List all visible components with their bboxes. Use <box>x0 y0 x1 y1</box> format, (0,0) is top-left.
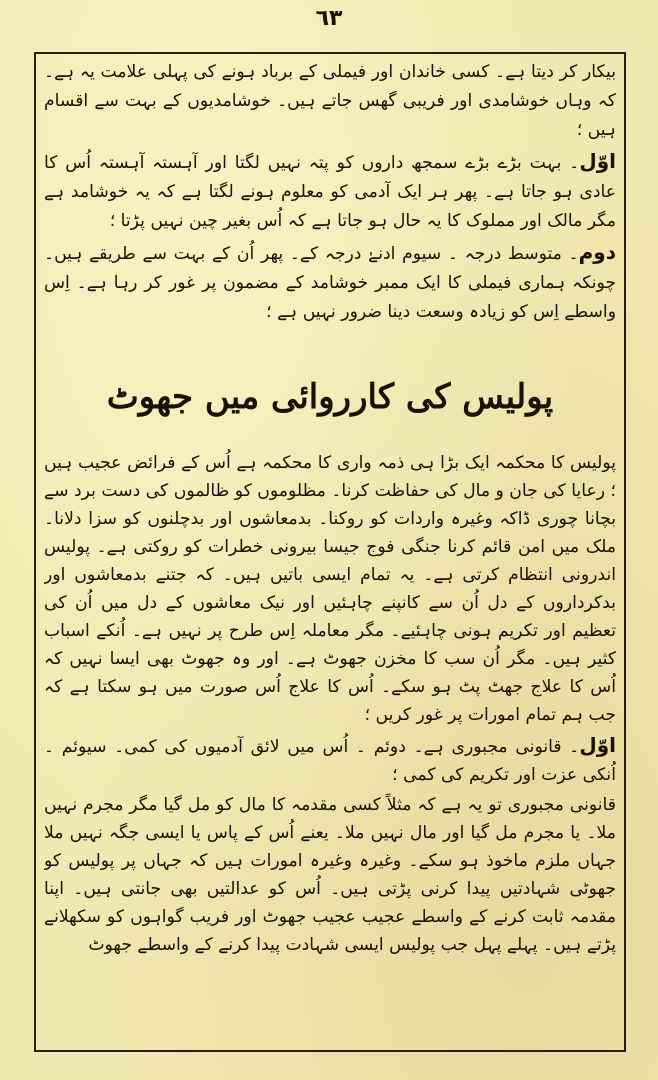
paragraph-legal-compulsion <box>44 791 616 959</box>
paragraph-text: پولیس کا محکمہ ایک بڑا ہی ذمہ واری کا محکمہ ہے اُس کے فرائض عجیب ہیں ؛ رعایا کی جان و مال کی حفاظت کرنا۔ مظلوموں کو ظالموں کی دست برد سے بچانا چوری ڈاکہ وغیرہ واردات کو روکنا۔ بدمعاشوں اور بدچلنوں کو سزا دلانا۔ ملک میں امن قائم کرنا جنگی فوج جیسا بیرونی خطرات کو روکتی ہے۔ پولیس اندرونی انتظام کرتی ہے۔ یہ تمام ایسی باتیں ہیں۔ کہ جتنے بدمعاشوں اور بدکرداروں کے دل اُن سے کانپنے چاہئیں اور نیک معاشوں کے دل میں اُن کی تعظیم اور تکریم ہونی چاہئیے۔ مگر معاملہ اِس طرح پر نہیں ہے۔ اُنکے اسباب کثیر ہیں۔ مگر اُن سب کا مخزن جھوٹ ہے۔ اور وہ جھوٹ بھی ایسا نہیں کہ اُس کا علاج جھٹ پٹ ہو سکے۔ اُس کا علاج اُس صورت میں ہو سکتا ہے کہ جب ہم تمام امورات پر غور کریں ؛ <box>44 453 616 725</box>
paragraph-intro <box>44 58 616 145</box>
paragraph-first-point <box>44 147 616 236</box>
section-heading: پولیس کی کارروائی میں جھوٹ <box>106 377 554 417</box>
paragraph-police-duties <box>44 449 616 729</box>
paragraph-lead: اوّل <box>579 733 616 757</box>
paragraph-reasons <box>44 731 616 789</box>
page-number: ٦٣ <box>315 6 343 31</box>
paragraph-lead: اوّل <box>579 149 616 173</box>
paragraph-second-point <box>44 238 616 327</box>
page-content <box>44 58 616 1046</box>
paragraph-text: بیکار کر دیتا ہے۔ کسی خاندان اور فیملی کے برباد ہونے کی پہلی علامت یہ ہے۔ کہ وہاں خوشامدی اور فریبی گھس جاتے ہیں۔ خوشامدیوں کے بہت سے اقسام ہیں ؛ <box>44 62 616 140</box>
paragraph-text: ۔ متوسط درجہ ۔ سیوم ادنےٰ درجہ کے۔ پھر اُن کے بہت سے طریقے ہیں۔ چونکہ ہماری فیملی کا ایک ممبر خوشامد کے مضمون پر غور کر رہا ہے۔ اِس واسطے اِس کو زیادہ وسعت دینا ضرور نہیں ہے ؛ <box>44 244 616 322</box>
paragraph-text: ۔ بہت بڑے بڑے سمجھ داروں کو پتہ نہیں لگتا اور آہستہ آہستہ اُس کا عادی ہو جاتا ہے۔ پھر ہر ایک آدمی کو معلوم ہونے لگتا ہے کہ یہ خوشامد ہے مگر مالک اور مملوک کا یہ حال ہو جاتا ہے کہ اُس بغیر چین نہیں پڑتا ؛ <box>44 153 616 231</box>
paragraph-text: ۔ قانونی مجبوری ہے۔ دوئم ۔ اُس میں لائق آدمیوں کی کمی۔ سیوئم ۔ اُنکی عزت اور تکریم کی کمی ؛ <box>44 737 616 785</box>
paragraph-lead: دوم <box>578 240 616 264</box>
paragraph-text: قانونی مجبوری تو یہ ہے کہ مثلاً کسی مقدمہ کا مال کو مل گیا مگر مجرم نہیں ملا۔ یا مجرم مل گیا اور مال نہیں ملا۔ یعنے اُس کے پاس یا ایسی جگہ نہیں ملا جہاں ملزم ماخوذ ہو سکے۔ وغیرہ وغیرہ امورات ہیں کہ جہاں پر پولیس کو جھوٹی شہادتیں پیدا کرنی پڑتی ہیں۔ اُس کو عدالتیں بھی جانتی ہیں۔ اپنا مقدمہ ثابت کرنے کے واسطے عجیب عجیب جھوٹ اور فریب گواہوں کو سکھلانے پڑتے ہیں۔ پہلے پہل جب پولیس ایسی شہادت پیدا کرنے کے واسطے جھوٹ <box>44 795 616 955</box>
